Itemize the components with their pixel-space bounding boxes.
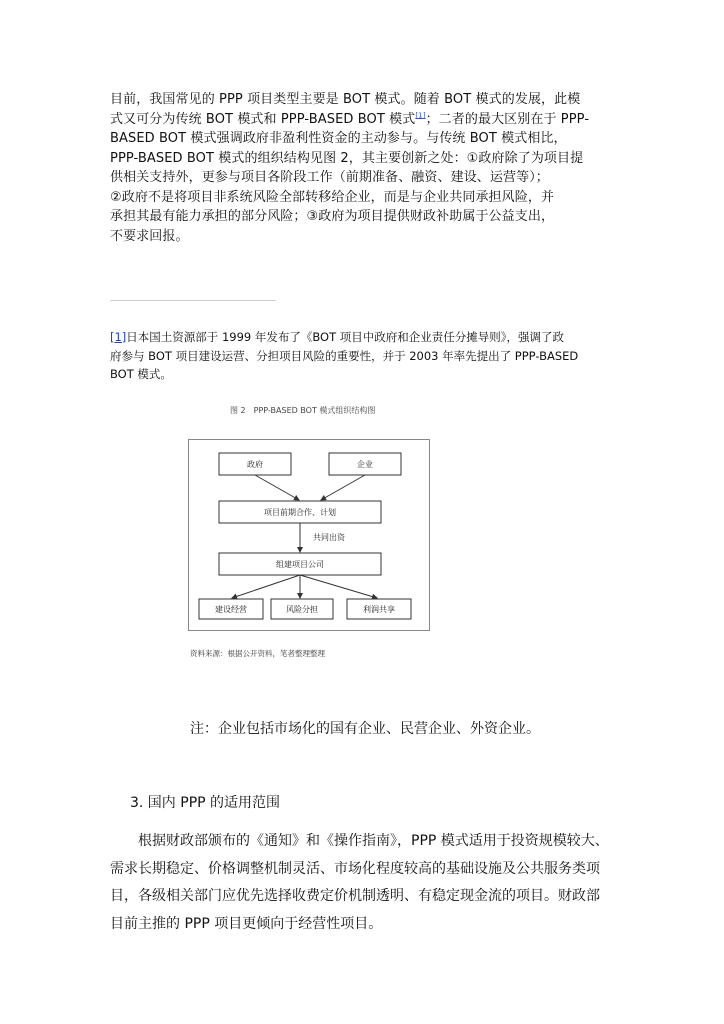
text-line: PPP-BASED BOT 模式的组织结构见图 2，其主要创新之处：①政府除了为项目提 (110, 150, 584, 166)
text-line: BASED BOT 模式强调政府非盈利性资金的主动参与。与传统 BOT 模式相比， (110, 131, 567, 146)
text-line: BOT 模式。 (110, 367, 172, 381)
text-line: 府参与 BOT 项目建设运营、分担项目风险的重要性，并于 2003 年率先提出了 PPP-BASED (110, 348, 579, 363)
arrow-ent-plan (321, 475, 365, 500)
arrow-company-profit (300, 575, 377, 598)
section-heading: 3. 国内 PPP 的适用范围 (130, 795, 281, 811)
text-segment: 日本国土资源部于 1999 年发布了《BOT 项目中政府和企业责任分摊导则》，强调了政 (126, 330, 565, 344)
figure-note: 注：企业包括市场化的国有企业、民营企业、外资企业。 (190, 721, 540, 737)
footnote-divider (110, 300, 276, 301)
intro-paragraph (110, 90, 622, 246)
footnote (110, 328, 630, 384)
org-structure-figure (188, 439, 430, 631)
text-line (110, 110, 622, 130)
text-line: 供相关支持外，更参与项目各阶段工作（前期准备、融资、建设、运营等）； (110, 170, 549, 185)
figure-source: 资料来源：根据公开资料，笔者整理整理 (190, 649, 325, 658)
text-segment: ；二者的最大区别在于 PPP- (425, 111, 590, 127)
node-ent-label: 企业 (357, 460, 373, 469)
text-line (110, 328, 630, 347)
footnote-ref-link[interactable]: [1] (415, 111, 426, 120)
text-line: ②政府不是将项目非系统风险全部转移给企业，而是与企业共同承担风险，并 (110, 189, 555, 205)
node-company-label: 组建项目公司 (276, 560, 324, 569)
text-line: 承担其最有能力承担的部分风险；③政府为项目提供财政补助属于公益支出， (110, 209, 555, 224)
node-profit-label: 利润共享 (363, 605, 395, 614)
node-risk-label: 风险分担 (286, 605, 318, 614)
text-line: 不要求回报。 (110, 228, 189, 244)
text-line: 目前，我国常见的 PPP 项目类型主要是 BOT 模式。随着 BOT 模式的发展，此模 (110, 92, 581, 107)
text-line: 目，各级相关部门应优先选择收费定价机制透明、有稳定现金流的项目。财政部 (110, 888, 600, 904)
node-plan-label: 项目前期合作、计划 (264, 508, 336, 517)
arrow-gov-plan (255, 475, 299, 500)
footnote-backlink[interactable]: [1] (110, 330, 127, 344)
org-chart-svg (189, 440, 429, 630)
arrow-company-build (232, 575, 300, 598)
text-line: 目前主推的 PPP 项目更倾向于经营性项目。 (110, 915, 383, 932)
node-build-label: 建设经营 (215, 605, 247, 614)
text-segment: 式又可分为传统 BOT 模式和 PPP-BASED BOT 模式 (110, 111, 416, 127)
joint-label: 共同出资 (313, 533, 345, 542)
figure-caption: 图 2 PPP-BASED BOT 模式组织结构图 (230, 406, 376, 415)
section-paragraph (110, 828, 630, 938)
node-gov-label: 政府 (247, 460, 263, 469)
text-line: 根据财政部颁布的《通知》和《操作指南》，PPP 模式适用于投资规模较大、 (138, 833, 609, 849)
text-line: 需求长期稳定、价格调整机制灵活、市场化程度较高的基础设施及公共服务类项 (110, 860, 600, 877)
